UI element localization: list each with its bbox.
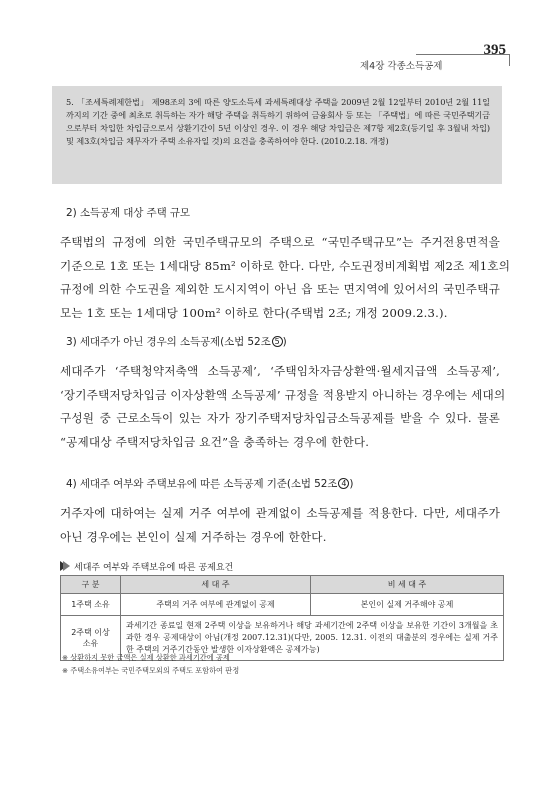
header-rule-tick	[509, 54, 510, 66]
footnote-2: ※ 주택소유여부는 국민주택모외의 주택도 포함하여 판정	[62, 666, 240, 675]
page-number: 395	[483, 42, 506, 58]
row-1-label: 1주택 소유	[61, 594, 121, 616]
section-3-line-4: “공제대상 주택저당차입금 요건”을 충족하는 경우에 한한다.	[60, 434, 370, 449]
table-title	[60, 560, 233, 574]
section-2-heading-text: 2) 소득공제 대상 주택 규모	[66, 207, 190, 219]
section-3-line-2: ‘장기주택저당차입금 이자상환액 소득공제’ 규정을 적용받지 아니하는 경우에는 세대의	[60, 387, 506, 402]
section-3-heading	[66, 334, 287, 349]
circled-number-4: 4	[338, 478, 349, 489]
section-4-line-2: 아닌 경우에는 본인이 실제 거주하는 경우에 한한다.	[60, 529, 327, 544]
header-householder: 세 대 주	[121, 576, 311, 594]
table-row	[61, 594, 504, 616]
chapter-title: 제4장 각종소득공제	[360, 61, 443, 72]
note-text: 5. 「조세특례제한법」 제98조의 3에 따른 양도소득세 과세특례대상 주택을 2009년 2월 12일부터 2010년 2월 11일까지의 기간 중에 최초로 취득하는 자가 해당 주택을 취득하기 위하여 금융회사 등 또는 「주택법」에 따른 국민주택기금으로부터 차입한 차입금으로서 상환기간이 5년 이상인 경우. 이 경우 해당 차입금은 제7항 제2호(등기일 후 3월내 차입) 및 제3호(차입금 채무자가 주택 소유자일 것)의 요건을 충족하여야 한다. (2010.2.18. 개정)	[66, 97, 490, 146]
row-2-label-line-2: 소유	[82, 639, 99, 648]
section-3-heading-text: 3) 세대주가 아닌 경우의 소득공제(소법 52조	[66, 336, 271, 348]
section-2-paragraph	[60, 231, 511, 325]
section-4-line-1: 거주자에 대하여는 실제 거주 여부에 관계없이 소득공제를 적용한다. 다만, 세대주가	[60, 506, 500, 520]
section-3-heading-close: )	[282, 336, 287, 348]
header-category: 구 분	[61, 576, 121, 594]
section-3-line-3: 구성원 중 근로소득이 있는 자가 장기주택저당차입금소득공제를 받을 수 있다. 물론	[60, 411, 500, 425]
section-2-line-3: 규정에 의한 수도권을 제외한 도시지역이 아닌 읍 또는 면지역에 있어서의 국민주택규	[60, 282, 500, 296]
section-3-paragraph	[60, 360, 506, 454]
footnote-1: ※ 상환하지 못한 금액은 실제 상환한 과세기간에 공제	[62, 653, 230, 662]
deduction-requirements-table	[60, 575, 504, 661]
table-header-row	[61, 576, 504, 594]
row-2-label-line-1: 2주택 이상	[71, 628, 110, 637]
section-4-heading	[66, 476, 353, 491]
section-2-line-2: 기준으로 1호 또는 1세대당 85m² 이하로 한다. 다만, 수도권정비계획법 제2조 제1호의	[60, 258, 511, 273]
section-2-heading	[66, 205, 190, 220]
section-3-line-1: 세대주가 ‘주택청약저축액 소득공제’, ‘주택임차자금상환액·월세지급액 소득공제’,	[60, 364, 500, 378]
note-box	[52, 86, 502, 184]
header-non-householder: 비 세 대 주	[311, 576, 504, 594]
section-4-heading-text: 4) 세대주 여부와 주택보유에 따른 소득공제 기준(소법 52조	[66, 478, 338, 490]
circled-number-5: 5	[272, 336, 283, 347]
row-1-householder: 주택의 거주 여부에 관계없이 공제	[121, 594, 311, 616]
section-4-heading-close: )	[349, 478, 354, 490]
section-2-line-1: 주택법의 규정에 의한 국민주택규모의 주택으로 “국민주택규모”는 주거전용면적을	[60, 235, 500, 249]
table-title-text: 세대주 여부와 주택보유에 따른 공제요건	[74, 563, 234, 573]
section-2-line-4: 모는 1호 또는 1세대당 100m² 이하로 한다(주택법 2조; 개정 2009.2.3.).	[60, 305, 448, 320]
page-header	[360, 42, 510, 72]
row-1-non-householder: 본인이 실제 거주해야 공제	[311, 594, 504, 616]
section-4-paragraph	[60, 502, 500, 549]
row-2-content: 과세기간 종료일 현재 2주택 이상을 보유하거나 해당 과세기간에 2주택 이상을 보유한 기간이 3개월을 초과한 경우 공제대상이 아님(개정 2007.12.31)(다만, 2005. 12.31. 이전의 대출분의 경우에는 실제 거주한 주택의 거주기간동안 발생한 이자상환액은 공제가능)	[121, 616, 504, 661]
arrow-icon-shadow	[63, 561, 70, 571]
